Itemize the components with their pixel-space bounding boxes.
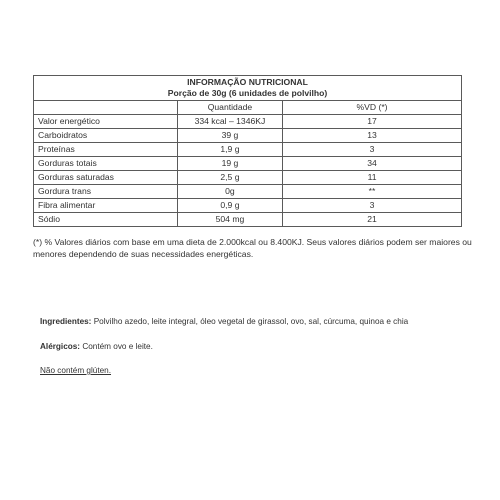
nutrient-vd: 11 [283, 171, 462, 185]
ingredients-line [40, 317, 408, 326]
nutrient-quantity: 0g [177, 185, 282, 199]
nutrient-name: Proteínas [34, 143, 178, 157]
nutrient-name: Sódio [34, 213, 178, 227]
nutrient-quantity: 39 g [177, 129, 282, 143]
nutrient-quantity: 0,9 g [177, 199, 282, 213]
nutrient-name: Gorduras totais [34, 157, 178, 171]
nutrient-name: Gorduras saturadas [34, 171, 178, 185]
table-row [34, 129, 462, 143]
table-row [34, 199, 462, 213]
nutrient-vd: ** [283, 185, 462, 199]
table-title: INFORMAÇÃO NUTRICIONAL [187, 77, 308, 87]
ingredients-text: Polvilho azedo, leite integral, óleo vegetal de girassol, ovo, sal, cúrcuma, quinoa e chia [91, 317, 409, 326]
nutrient-vd: 13 [283, 129, 462, 143]
nutrient-quantity: 504 mg [177, 213, 282, 227]
nutrient-name: Fibra alimentar [34, 199, 178, 213]
ingredients-label: Ingredientes: [40, 317, 92, 326]
table-row [34, 157, 462, 171]
allergens-text: Contém ovo e leite. [80, 342, 153, 351]
nutrient-vd: 34 [283, 157, 462, 171]
daily-values-footnote: (*) % Valores diários com base em uma dieta de 2.000kcal ou 8.400KJ. Seus valores diários podem ser maiores ou menores dependendo de suas necessidades energéticas. [33, 237, 472, 259]
nutrient-quantity: 2,5 g [177, 171, 282, 185]
allergens-label: Alérgicos: [40, 342, 81, 351]
nutrient-quantity: 1,9 g [177, 143, 282, 157]
nutrient-quantity: 19 g [177, 157, 282, 171]
nutrient-quantity: 334 kcal – 1346KJ [177, 115, 282, 129]
nutrition-table [33, 75, 462, 227]
gluten-free-note: Não contém glúten. [40, 366, 112, 375]
nutrient-name: Valor energético [34, 115, 178, 129]
nutrient-vd: 17 [283, 115, 462, 129]
table-row [34, 185, 462, 199]
table-header [34, 76, 462, 101]
table-portion: Porção de 30g (6 unidades de polvilho) [167, 88, 328, 98]
table-row [34, 171, 462, 185]
nutrient-vd: 21 [283, 213, 462, 227]
nutrient-vd: 3 [283, 199, 462, 213]
column-header-nutrient [34, 101, 178, 115]
column-header-vd: %VD (*) [283, 101, 462, 115]
column-header-row [34, 101, 462, 115]
allergens-line [40, 342, 153, 351]
table-row [34, 143, 462, 157]
table-row [34, 115, 462, 129]
nutrient-name: Gordura trans [34, 185, 178, 199]
table-row [34, 213, 462, 227]
nutrient-name: Carboidratos [34, 129, 178, 143]
column-header-quantity: Quantidade [177, 101, 282, 115]
nutrient-vd: 3 [283, 143, 462, 157]
